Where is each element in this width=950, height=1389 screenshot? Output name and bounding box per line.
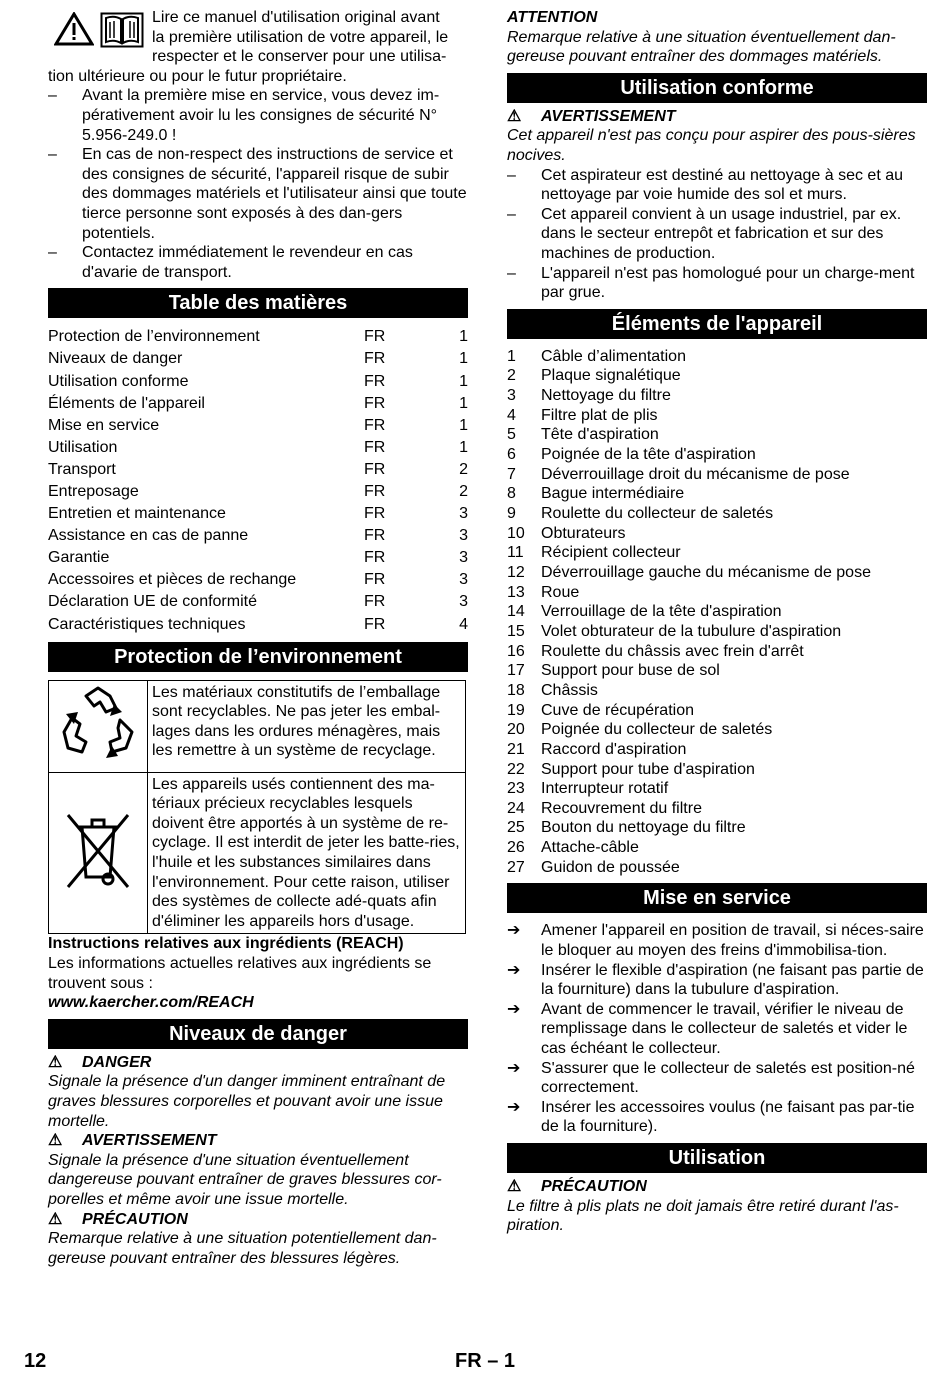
toc-lang: FR [364, 416, 386, 434]
arrow-icon: ➔ [507, 922, 521, 940]
attention-text: Remarque relative à une situation éventuellement dan-gereuse pouvant entraîner des dommages matériels. [507, 28, 896, 66]
intended-use-bullet [507, 166, 927, 205]
arrow-icon: ➔ [507, 961, 521, 979]
element-label: Déverrouillage droit du mécanisme de pose [541, 465, 850, 483]
element-label: Poignée du collecteur de saletés [541, 721, 773, 739]
elements-heading: Éléments de l'appareil [507, 309, 927, 339]
element-number: 8 [507, 485, 516, 503]
toc-page: 4 [459, 615, 468, 633]
commissioning-step [507, 961, 927, 1000]
toc-item: Accessoires et pièces de rechange [48, 571, 297, 589]
operation-caution-label-text: PRÉCAUTION [541, 1177, 647, 1195]
toc-lang: FR [364, 615, 386, 633]
element-label: Récipient collecteur [541, 544, 681, 562]
commissioning-step [507, 921, 927, 960]
toc-row[interactable] [48, 481, 468, 503]
element-number: 17 [507, 662, 525, 680]
arrow-icon: ➔ [507, 1098, 521, 1116]
intro-bullet [48, 243, 468, 282]
element-item [507, 484, 927, 504]
element-label: Filtre plat de plis [541, 406, 658, 424]
element-item [507, 465, 927, 485]
toc-row[interactable] [48, 569, 468, 591]
crossed-bin-icon [58, 809, 138, 893]
element-label: Bague intermédiaire [541, 485, 685, 503]
element-label: Roue [541, 583, 580, 601]
toc-lang: FR [364, 372, 386, 390]
toc-page: 3 [459, 571, 468, 589]
warning-label [48, 1131, 468, 1151]
toc-lang: FR [364, 328, 386, 346]
commissioning-heading: Mise en service [507, 883, 927, 913]
element-number: 21 [507, 740, 525, 758]
element-item [507, 661, 927, 681]
element-number: 26 [507, 839, 525, 857]
intro-line-2: la première utilisation de votre appareil, le [152, 28, 449, 46]
element-item [507, 701, 927, 721]
toc-lang: FR [364, 438, 386, 456]
arrow-icon: ➔ [507, 1059, 521, 1077]
element-label: Support pour buse de sol [541, 662, 720, 680]
toc-item: Transport [48, 460, 116, 478]
danger-levels-heading: Niveaux de danger [48, 1019, 468, 1049]
toc-row[interactable] [48, 326, 468, 348]
element-item [507, 681, 927, 701]
toc-list [48, 326, 468, 635]
element-item [507, 838, 927, 858]
toc-item: Entretien et maintenance [48, 505, 226, 523]
element-item [507, 386, 927, 406]
intended-use-bullet-text: Cet appareil convient à un usage industriel, par ex. dans le secteur entrepôt et fabrication et sur des machines de production. [541, 205, 902, 262]
element-number: 5 [507, 426, 516, 444]
intro-block [48, 8, 468, 86]
reach-heading-text: Instructions relatives aux ingrédients (REACH) [48, 935, 404, 953]
environment-heading: Protection de l’environnement [48, 642, 468, 672]
element-label: Interrupteur rotatif [541, 780, 669, 798]
intro-bullet [48, 145, 468, 243]
element-label: Déverrouillage gauche du mécanisme de pose [541, 563, 871, 581]
operation-caution-text: Le filtre à plis plats ne doit jamais être retiré durant l'as-piration. [507, 1197, 899, 1235]
element-label: Bouton du nettoyage du filtre [541, 819, 746, 837]
element-number: 16 [507, 642, 525, 660]
intro-line-3: respecter et le conserver pour une utilisa- [152, 48, 447, 66]
element-number: 12 [507, 563, 525, 581]
toc-page: 3 [459, 505, 468, 523]
element-label: Support pour tube d'aspiration [541, 760, 755, 778]
attention-label-text: ATTENTION [507, 9, 598, 26]
element-number: 10 [507, 524, 525, 542]
element-number: 18 [507, 681, 525, 699]
toc-lang: FR [364, 527, 386, 545]
toc-page: 1 [459, 416, 468, 434]
element-number: 25 [507, 819, 525, 837]
commissioning-step-text: Insérer le flexible d'aspiration (ne faisant pas partie de la fourniture) dans la tubulure d'aspiration. [541, 961, 924, 999]
element-label: Tête d'aspiration [541, 426, 659, 444]
warning-icon: ⚠ [48, 1210, 63, 1228]
toc-row[interactable] [48, 415, 468, 437]
recycling-icon [56, 682, 140, 766]
environment-table [48, 680, 466, 935]
toc-item: Mise en service [48, 416, 160, 434]
manual-book-icon [100, 12, 144, 48]
dash-marker: – [507, 166, 516, 184]
element-label: Verrouillage de la tête d'aspiration [541, 603, 782, 621]
toc-item: Niveaux de danger [48, 350, 183, 368]
commissioning-step [507, 1098, 927, 1137]
toc-item: Protection de l’environnement [48, 328, 260, 346]
element-number: 11 [507, 544, 524, 562]
intro-line-4: tion ultérieure ou pour le futur propriétaire. [48, 67, 347, 85]
element-item [507, 799, 927, 819]
warning-triangle-icon [54, 12, 94, 46]
toc-page: 1 [459, 328, 468, 346]
toc-row[interactable] [48, 525, 468, 547]
element-item [507, 347, 927, 367]
section-marker: FR – 1 [455, 1350, 516, 1372]
commissioning-step-text: Amener l'appareil en position de travail, si néces-saire le bloquer au moyen des freins d'immobilisa-tion. [541, 922, 924, 960]
warning-icon: ⚠ [48, 1132, 63, 1150]
element-label: Roulette du collecteur de saletés [541, 504, 774, 522]
element-item [507, 622, 927, 642]
element-number: 2 [507, 367, 516, 385]
dash-marker: – [507, 205, 516, 223]
elements-list [507, 347, 927, 878]
element-label: Câble d’alimentation [541, 347, 686, 365]
commissioning-step [507, 1000, 927, 1059]
toc-item: Utilisation [48, 438, 118, 456]
intended-use-bullet-text: L'appareil n'est pas homologué pour un charge-ment par grue. [541, 264, 915, 302]
element-item [507, 504, 927, 524]
intended-use-bullet-text: Cet aspirateur est destiné au nettoyage à sec et au nettoyage par voie humide des sol et murs. [541, 166, 904, 204]
intended-use-warning-text: Cet appareil n'est pas conçu pour aspirer des pous-sières nocives. [507, 127, 916, 164]
caution-label [48, 1210, 468, 1230]
toc-item: Garantie [48, 549, 110, 567]
commissioning-step [507, 1059, 927, 1098]
element-label: Nettoyage du filtre [541, 387, 671, 405]
element-number: 22 [507, 760, 525, 778]
intended-use-bullet [507, 205, 927, 264]
dash-marker: – [48, 244, 57, 262]
toc-lang: FR [364, 505, 386, 523]
intro-line-1: Lire ce manuel d'utilisation original avant [152, 9, 440, 26]
packaging-text: Les matériaux constitutifs de l’emballage sont recyclables. Ne pas jeter les embal-lages dans les ordures ménagères, mais les remettre à un système de recyclage. [148, 680, 466, 772]
element-number: 24 [507, 799, 525, 817]
element-item [507, 642, 927, 662]
element-number: 7 [507, 465, 516, 483]
toc-row[interactable] [48, 371, 468, 393]
toc-lang: FR [364, 593, 386, 611]
element-number: 27 [507, 858, 525, 876]
element-item [507, 425, 927, 445]
attention-label [507, 8, 927, 28]
toc-lang: FR [364, 394, 386, 412]
toc-item: Caractéristiques techniques [48, 615, 246, 633]
element-item [507, 563, 927, 583]
toc-row[interactable] [48, 348, 468, 370]
toc-row[interactable] [48, 459, 468, 481]
reach-link[interactable]: www.kaercher.com/REACH [48, 994, 254, 1012]
element-item [507, 602, 927, 622]
element-label: Cuve de récupération [541, 701, 694, 719]
toc-page: 1 [459, 438, 468, 456]
intended-use-heading: Utilisation conforme [507, 73, 927, 103]
caution-text: Remarque relative à une situation potentiellement dan-gereuse pouvant entraîner des blessures légères. [48, 1230, 437, 1267]
intro-bullet-text: Avant la première mise en service, vous devez im-pérativement avoir lu les consignes de sécurité N° 5.956-249.0 ! [82, 87, 440, 144]
toc-row[interactable] [48, 591, 468, 613]
danger-text: Signale la présence d'un danger imminent entraînant de graves blessures corporelles et pouvant avoir une issue mortelle. [48, 1073, 446, 1130]
warning-icon: ⚠ [507, 107, 522, 125]
toc-row[interactable] [48, 393, 468, 415]
toc-row[interactable] [48, 614, 468, 636]
warning-icon: ⚠ [48, 1053, 63, 1071]
element-number: 15 [507, 622, 525, 640]
element-item [507, 524, 927, 544]
element-number: 19 [507, 701, 525, 719]
element-item [507, 818, 927, 838]
element-number: 9 [507, 504, 516, 522]
intro-bullet-text: Contactez immédiatement le revendeur en cas d'avarie de transport. [82, 244, 413, 281]
element-label: Poignée de la tête d'aspiration [541, 446, 756, 463]
recycling-cell [49, 680, 148, 772]
reach-text: Les informations actuelles relatives aux ingrédients se trouvent sous : [48, 954, 432, 992]
element-label: Obturateurs [541, 524, 626, 542]
toc-page: 3 [459, 549, 468, 567]
toc-item: Éléments de l'appareil [48, 394, 205, 412]
element-item [507, 760, 927, 780]
right-column [507, 8, 927, 1236]
dash-marker: – [507, 264, 516, 282]
toc-page: 1 [459, 372, 468, 390]
element-number: 23 [507, 780, 525, 798]
element-label: Roulette du châssis avec frein d'arrêt [541, 642, 804, 660]
toc-page: 3 [459, 593, 468, 611]
toc-page: 2 [459, 482, 468, 500]
toc-lang: FR [364, 460, 386, 478]
element-number: 6 [507, 446, 516, 463]
danger-label-text: DANGER [82, 1053, 152, 1071]
warning-label-text: AVERTISSEMENT [82, 1132, 217, 1150]
danger-label [48, 1053, 468, 1073]
element-item [507, 445, 927, 465]
element-label: Guidon de poussée [541, 858, 680, 876]
operation-heading: Utilisation [507, 1143, 927, 1173]
toc-lang: FR [364, 482, 386, 500]
element-item [507, 858, 927, 878]
toc-row[interactable] [48, 503, 468, 525]
element-label: Attache-câble [541, 839, 639, 857]
element-label: Raccord d'aspiration [541, 740, 687, 758]
toc-item: Assistance en cas de panne [48, 527, 249, 545]
element-number: 3 [507, 387, 516, 405]
toc-page: 1 [459, 394, 468, 412]
toc-heading: Table des matières [48, 288, 468, 318]
operation-caution-label [507, 1177, 927, 1197]
toc-item: Utilisation conforme [48, 372, 189, 390]
dash-marker: – [48, 87, 57, 105]
element-item [507, 366, 927, 386]
reach-heading [48, 934, 468, 954]
element-number: 1 [507, 347, 516, 365]
element-item [507, 740, 927, 760]
element-item [507, 543, 927, 563]
page-number: 12 [24, 1350, 47, 1372]
toc-row[interactable] [48, 547, 468, 569]
element-item [507, 779, 927, 799]
toc-lang: FR [364, 350, 386, 368]
toc-item: Entreposage [48, 482, 139, 500]
intended-use-warning-label-text: AVERTISSEMENT [541, 107, 676, 125]
intended-use-warning-label [507, 107, 927, 127]
toc-lang: FR [364, 571, 386, 589]
waste-bin-cell [49, 772, 148, 934]
commissioning-step-text: S'assurer que le collecteur de saletés est position-né correctement. [541, 1059, 915, 1097]
commissioning-step-text: Avant de commencer le travail, vérifier le niveau de remplissage dans le collecteur de saletés et vider le cas échéant le collecteur. [541, 1000, 908, 1057]
element-item [507, 720, 927, 740]
toc-lang: FR [364, 549, 386, 567]
warning-icon: ⚠ [507, 1177, 522, 1195]
element-number: 13 [507, 583, 525, 601]
element-label: Plaque signalétique [541, 367, 681, 385]
intended-use-bullet [507, 264, 927, 303]
arrow-icon: ➔ [507, 1000, 521, 1018]
toc-page: 2 [459, 460, 468, 478]
old-devices-text: Les appareils usés contiennent des ma-tériaux précieux recyclables lesquels doivent être apportés à un système de re-cyclage. Il est interdit de jeter les batte-ries, l'huile et les substances similaires dans l'environnement. Pour cette raison, utiliser des systèmes de collecte adé-quats afin d'éliminer les appareils hors d'usage. [148, 772, 466, 934]
toc-item: Déclaration UE de conformité [48, 593, 257, 611]
commissioning-step-text: Insérer les accessoires voulus (ne faisant pas par-tie de la fourniture). [541, 1098, 915, 1136]
element-item [507, 583, 927, 603]
element-number: 14 [507, 603, 525, 621]
element-item [507, 406, 927, 426]
caution-label-text: PRÉCAUTION [82, 1210, 188, 1228]
element-number: 20 [507, 721, 525, 739]
element-number: 4 [507, 406, 516, 424]
element-label: Recouvrement du filtre [541, 799, 702, 817]
intro-icons [54, 12, 144, 48]
element-label: Châssis [541, 681, 598, 699]
dash-marker: – [48, 146, 57, 164]
intro-bullet-text: En cas de non-respect des instructions de service et des consignes de sécurité, l'appareil risque de subir des dommages matériels et l'utilisateur ainsi que toute tierce personne sont exposés à des dan-gers potentiels. [82, 146, 467, 242]
left-column [48, 8, 468, 1268]
toc-page: 1 [459, 350, 468, 368]
intro-bullet [48, 86, 468, 145]
toc-page: 3 [459, 527, 468, 545]
toc-row[interactable] [48, 437, 468, 459]
element-label: Volet obturateur de la tubulure d'aspiration [541, 622, 842, 640]
warning-text: Signale la présence d'une situation éventuellement dangereuse pouvant entraîner de graves blessures cor-porelles et même avoir une issue mortelle. [48, 1151, 442, 1208]
